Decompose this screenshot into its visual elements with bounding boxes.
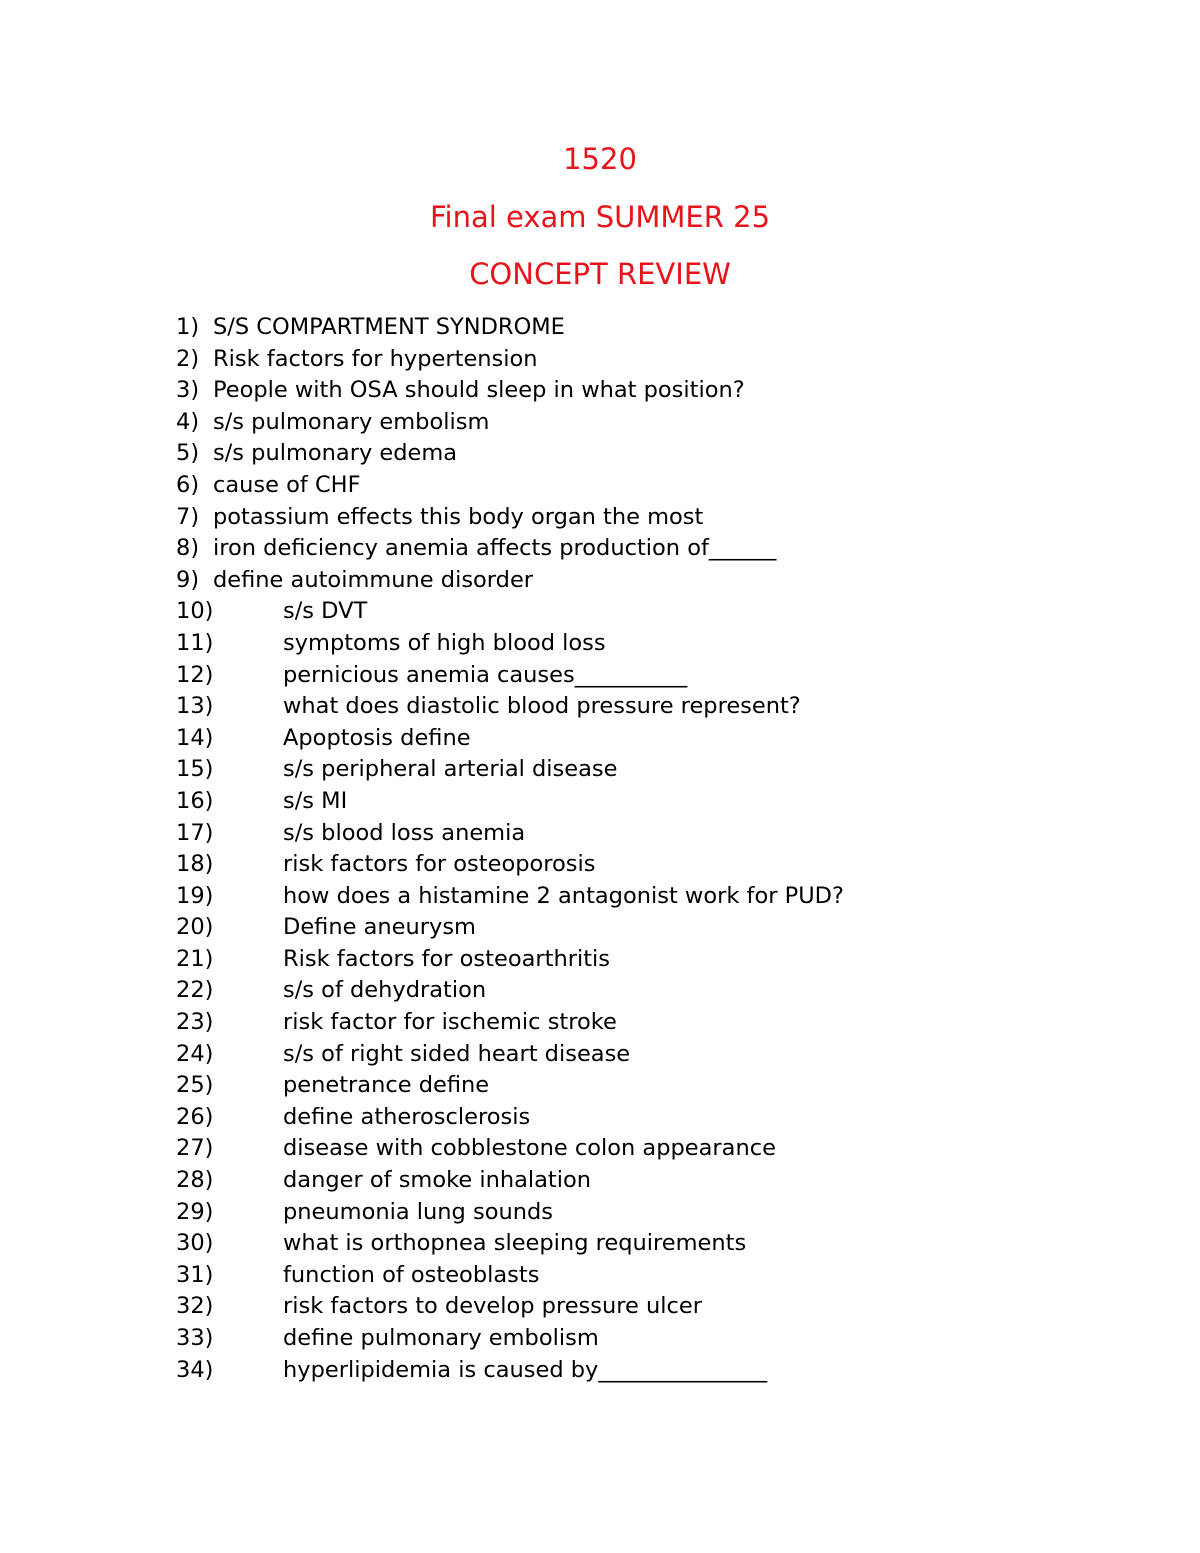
list-item (0, 1355, 1200, 1387)
question-text: define pulmonary embolism (283, 1325, 599, 1351)
list-item (0, 818, 1200, 850)
list-item (0, 849, 1200, 881)
question-number: 9) (176, 566, 200, 593)
question-number: 20) (176, 914, 214, 941)
course-number: 1520 (563, 142, 637, 176)
question-number: 27) (176, 1135, 214, 1162)
list-item (0, 1165, 1200, 1197)
question-number: 29) (176, 1198, 214, 1225)
list-item (0, 944, 1200, 976)
question-number: 8) (176, 535, 200, 562)
list-item (0, 628, 1200, 660)
list-item (0, 881, 1200, 913)
question-text: s/s blood loss anemia (283, 819, 526, 846)
list-item (0, 660, 1200, 692)
list-item (0, 375, 1200, 407)
list-item (0, 975, 1200, 1007)
list-item (0, 691, 1200, 723)
question-text: cause of CHF (213, 471, 361, 498)
question-number: 30) (176, 1230, 214, 1257)
list-item (0, 1323, 1200, 1355)
question-text: s/s peripheral arterial disease (283, 756, 618, 783)
question-number: 31) (176, 1261, 214, 1288)
question-text: s/s pulmonary edema (213, 440, 458, 467)
question-text: s/s MI (283, 787, 348, 814)
question-number: 3) (176, 377, 200, 404)
question-number: 22) (176, 977, 214, 1004)
question-number: 32) (176, 1293, 214, 1320)
list-item (0, 596, 1200, 628)
question-number: 2) (176, 345, 200, 372)
list-item (0, 754, 1200, 786)
question-number: 26) (176, 1103, 214, 1130)
exam-title: Final exam SUMMER 25 (429, 200, 771, 234)
list-item (0, 723, 1200, 755)
list-item (0, 344, 1200, 376)
question-number: 24) (176, 1040, 214, 1067)
question-text: Apoptosis define (283, 724, 471, 751)
question-text: risk factors for osteoporosis (283, 851, 596, 878)
question-number: 21) (176, 945, 214, 972)
question-number: 12) (176, 661, 214, 688)
question-text: s/s DVT (283, 598, 368, 625)
list-item (0, 312, 1200, 344)
list-item (0, 1007, 1200, 1039)
question-text: Risk factors for hypertension (213, 345, 538, 372)
question-text: People with OSA should sleep in what position? (213, 377, 745, 404)
question-number: 11) (176, 629, 214, 656)
question-number: 16) (176, 787, 214, 814)
list-item (0, 1039, 1200, 1071)
question-text: risk factor for ischemic stroke (283, 1009, 617, 1036)
question-text: s/s of right sided heart disease (283, 1040, 631, 1067)
question-number: 33) (176, 1325, 214, 1351)
question-number: 1) (176, 314, 200, 340)
list-item (0, 1260, 1200, 1292)
question-text: define atherosclerosis (283, 1103, 531, 1130)
list-item (0, 912, 1200, 944)
question-text: pneumonia lung sounds (283, 1198, 553, 1225)
question-number: 17) (176, 819, 214, 846)
question-text: danger of smoke inhalation (283, 1167, 592, 1194)
list-item (0, 1133, 1200, 1165)
question-number: 18) (176, 851, 214, 878)
question-text: hyperlipidemia is caused by_______________ (283, 1356, 768, 1383)
question-number: 15) (176, 756, 214, 783)
list-item (0, 1291, 1200, 1323)
list-item (0, 470, 1200, 502)
list-item (0, 1102, 1200, 1134)
question-text: potassium effects this body organ the most (213, 503, 704, 530)
list-item (0, 1070, 1200, 1102)
question-text: S/S COMPARTMENT SYNDROME (213, 314, 565, 340)
question-text: symptoms of high blood loss (283, 629, 606, 656)
list-item (0, 565, 1200, 597)
question-number: 4) (176, 408, 200, 435)
question-number: 6) (176, 471, 200, 498)
question-text: risk factors to develop pressure ulcer (283, 1293, 702, 1320)
list-item (0, 407, 1200, 439)
question-list (0, 312, 1200, 1386)
list-item (0, 502, 1200, 534)
question-text: function of osteoblasts (283, 1261, 540, 1288)
question-text: disease with cobblestone colon appearance (283, 1135, 776, 1162)
question-text: pernicious anemia causes__________ (283, 661, 688, 688)
list-item (0, 438, 1200, 470)
question-text: what is orthopnea sleeping requirements (283, 1230, 747, 1257)
question-text: penetrance define (283, 1072, 490, 1099)
question-number: 25) (176, 1072, 214, 1099)
question-number: 14) (176, 724, 214, 751)
list-item (0, 1197, 1200, 1229)
question-number: 10) (176, 598, 214, 625)
question-text: Risk factors for osteoarthritis (283, 945, 611, 972)
question-text: Define aneurysm (283, 914, 476, 941)
review-heading: CONCEPT REVIEW (469, 257, 731, 291)
question-number: 13) (176, 693, 214, 720)
question-number: 5) (176, 440, 200, 467)
question-number: 34) (176, 1356, 214, 1383)
question-text: s/s of dehydration (283, 977, 487, 1004)
question-text: how does a histamine 2 antagonist work for PUD? (283, 882, 844, 909)
question-text: iron deficiency anemia affects production of______ (213, 535, 777, 562)
list-item (0, 786, 1200, 818)
list-item (0, 1228, 1200, 1260)
question-text: define autoimmune disorder (213, 566, 534, 593)
question-number: 23) (176, 1009, 214, 1036)
question-text: s/s pulmonary embolism (213, 408, 490, 435)
question-text: what does diastolic blood pressure represent? (283, 693, 801, 720)
question-number: 7) (176, 503, 200, 530)
list-item (0, 533, 1200, 565)
question-number: 28) (176, 1167, 214, 1194)
question-number: 19) (176, 882, 214, 909)
